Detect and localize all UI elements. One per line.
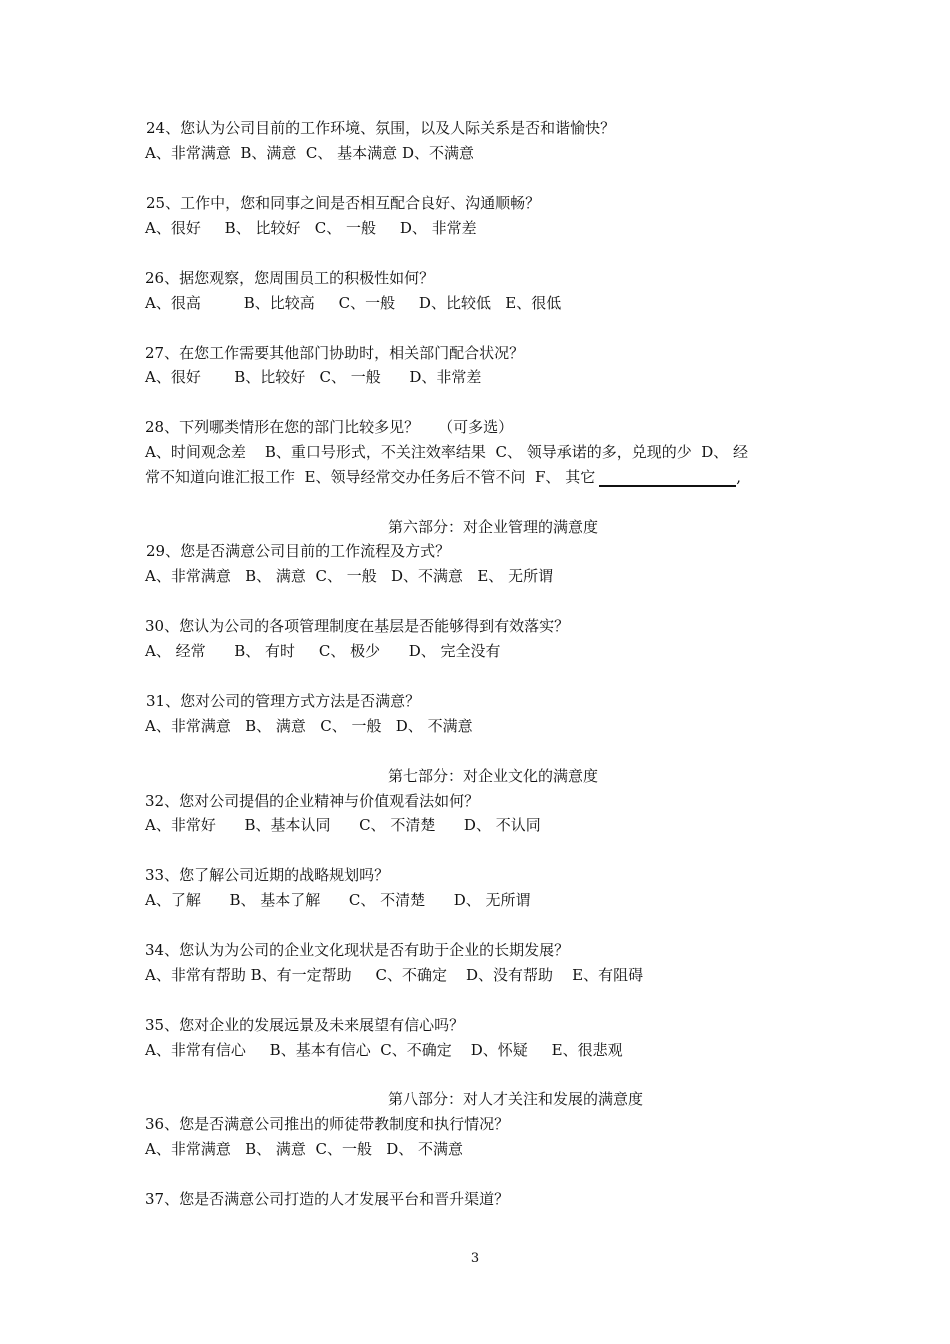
question-25-options: A、很好 B、 比较好 C、 一般 D、 非常差 xyxy=(145,219,477,237)
question-34-options: A、非常有帮助 B、有一定帮助 C、不确定 D、没有帮助 E、有阻碍 xyxy=(145,966,644,984)
question-24-options: A、非常满意 B、满意 C、 基本满意 D、不满意 xyxy=(145,144,474,162)
question-33-options: A、了解 B、 基本了解 C、 不清楚 D、 无所谓 xyxy=(145,891,531,909)
question-28-options-line2-text: 常不知道向谁汇报工作 E、领导经常交办任务后不管不问 F、 其它 xyxy=(145,468,596,486)
question-28: 28、下列哪类情形在您的部门比较多见？ （可多选） xyxy=(145,418,514,436)
other-answer-blank xyxy=(599,469,736,487)
question-35: 35、您对企业的发展远景及未来展望有信心吗？ xyxy=(145,1016,465,1034)
question-30-options: A、 经常 B、 有时 C、 极少 D、 完全没有 xyxy=(145,642,501,660)
question-29-options: A、非常满意 B、 满意 C、 一般 D、不满意 E、 无所谓 xyxy=(145,567,554,585)
question-33: 33、您了解公司近期的战略规划吗？ xyxy=(145,866,390,884)
section-heading-part7: 第七部分：对企业文化的满意度 xyxy=(388,767,599,785)
question-24: 24、您认为公司目前的工作环境、氛围，以及人际关系是否和谐愉快？ xyxy=(146,119,616,137)
page-number: 3 xyxy=(470,1251,480,1266)
question-26-options: A、很高 B、比较高 C、一般 D、比较低 E、很低 xyxy=(145,294,562,312)
question-27-options: A、很好 B、比较好 C、 一般 D、非常差 xyxy=(145,368,482,386)
question-28-options-line1: A、时间观念差 B、重口号形式，不关注效率结果 C、 领导承诺的多，兑现的少 D、 经 xyxy=(145,443,749,461)
question-37: 37、您是否满意公司打造的人才发展平台和晋升渠道？ xyxy=(145,1190,510,1208)
question-31: 31、您对公司的管理方式方法是否满意？ xyxy=(146,692,421,710)
question-36-options: A、非常满意 B、 满意 C、一般 D、 不满意 xyxy=(145,1140,464,1158)
question-30: 30、您认为公司的各项管理制度在基层是否能够得到有效落实？ xyxy=(145,617,570,635)
section-heading-part6: 第六部分：对企业管理的满意度 xyxy=(388,518,599,536)
question-32-options: A、非常好 B、基本认同 C、 不清楚 D、 不认同 xyxy=(145,816,541,834)
section-heading-part8: 第八部分：对人才关注和发展的满意度 xyxy=(388,1090,644,1108)
question-35-options: A、非常有信心 B、基本有信心 C、不确定 D、怀疑 E、很悲观 xyxy=(145,1041,623,1059)
question-32: 32、您对公司提倡的企业精神与价值观看法如何？ xyxy=(145,792,480,810)
question-28-options-line2 xyxy=(145,467,741,487)
question-25: 25、工作中，您和同事之间是否相互配合良好、沟通顺畅？ xyxy=(146,194,541,212)
question-31-options: A、非常满意 B、 满意 C、 一般 D、 不满意 xyxy=(145,717,473,735)
trailing-comma: , xyxy=(736,468,741,486)
question-26: 26、据您观察，您周围员工的积极性如何？ xyxy=(145,269,435,287)
question-27: 27、在您工作需要其他部门协助时，相关部门配合状况？ xyxy=(145,344,525,362)
question-34: 34、您认为为公司的企业文化现状是否有助于企业的长期发展？ xyxy=(145,941,570,959)
question-29: 29、您是否满意公司目前的工作流程及方式？ xyxy=(146,542,451,560)
question-36: 36、您是否满意公司推出的师徒带教制度和执行情况？ xyxy=(145,1115,510,1133)
